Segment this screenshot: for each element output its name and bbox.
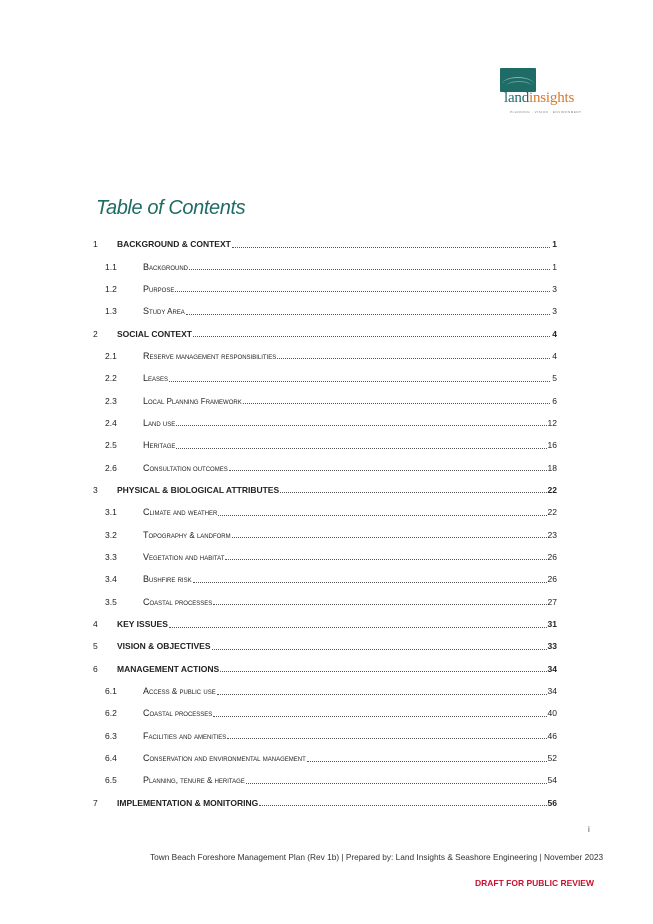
toc-entry-number: 6.1 bbox=[105, 686, 117, 697]
dot-leader bbox=[232, 537, 547, 538]
dot-leader bbox=[307, 761, 547, 762]
toc-entry-number: 1.2 bbox=[105, 283, 117, 294]
toc-entry[interactable] bbox=[93, 233, 557, 255]
toc-entry[interactable] bbox=[93, 680, 557, 702]
toc-entry[interactable] bbox=[93, 456, 557, 478]
toc-entry-number: 2.4 bbox=[105, 417, 117, 428]
toc-entry-title: Coastal processes bbox=[143, 708, 213, 719]
toc-entry-title: IMPLEMENTATION & MONITORING bbox=[117, 797, 259, 808]
dot-leader bbox=[213, 716, 546, 717]
toc-entry-title: Background bbox=[143, 261, 189, 272]
toc-entry[interactable] bbox=[93, 658, 557, 680]
toc-entry-title: SOCIAL CONTEXT bbox=[117, 328, 192, 339]
toc-entry[interactable] bbox=[93, 613, 557, 635]
dot-leader bbox=[227, 738, 546, 739]
toc-entry-title: Reserve management responsibilities bbox=[143, 350, 277, 361]
toc-entry-title: Purpose bbox=[143, 283, 175, 294]
toc-entry[interactable] bbox=[93, 255, 557, 277]
toc-entry-page: 4 bbox=[552, 350, 557, 361]
dot-leader bbox=[259, 805, 546, 806]
toc-entry-number: 3.3 bbox=[105, 551, 117, 562]
dot-leader bbox=[246, 783, 547, 784]
toc-entry-title: Study Area bbox=[143, 306, 185, 317]
toc-entry-title: VISION & OBJECTIVES bbox=[117, 641, 211, 652]
logo-word-land: land bbox=[504, 90, 530, 106]
toc-entry-number: 1.1 bbox=[105, 261, 117, 272]
toc-entry-page: 26 bbox=[547, 574, 557, 585]
toc-entry[interactable] bbox=[93, 367, 557, 389]
toc-entry[interactable] bbox=[93, 278, 557, 300]
toc-entry-page: 34 bbox=[547, 686, 557, 697]
toc-entry-page: 3 bbox=[552, 306, 557, 317]
toc-entry[interactable] bbox=[93, 747, 557, 769]
toc-entry-title: Local Planning Framework bbox=[143, 395, 242, 406]
toc-entry[interactable] bbox=[93, 300, 557, 322]
toc-entry-page: 12 bbox=[547, 417, 557, 428]
toc-entry[interactable] bbox=[93, 792, 557, 814]
toc-entry-title: Climate and weather bbox=[143, 507, 218, 518]
toc-entry[interactable] bbox=[93, 501, 557, 523]
toc-entry[interactable] bbox=[93, 568, 557, 590]
toc-entry-title: Bushfire risk bbox=[143, 574, 192, 585]
toc-entry-page: 56 bbox=[547, 797, 557, 808]
toc-entry-number: 6.4 bbox=[105, 753, 117, 764]
toc-entry-page: 6 bbox=[552, 395, 557, 406]
toc-entry-number: 2.3 bbox=[105, 395, 117, 406]
toc-entry-page: 18 bbox=[547, 462, 557, 473]
toc-entry-page: 54 bbox=[547, 775, 557, 786]
toc-entry-title: Conservation and environmental management bbox=[143, 753, 306, 764]
toc-entry-page: 5 bbox=[552, 373, 557, 384]
logo-word-insights: insights bbox=[529, 90, 575, 106]
toc-entry[interactable] bbox=[93, 635, 557, 657]
dot-leader bbox=[217, 694, 547, 695]
toc-entry-number: 3.4 bbox=[105, 574, 117, 585]
toc-entry-title: Facilities and amenities bbox=[143, 730, 227, 741]
toc-entry-page: 23 bbox=[547, 529, 557, 540]
toc-entry-title: KEY ISSUES bbox=[117, 619, 168, 630]
toc-entry-title: Leases bbox=[143, 373, 169, 384]
company-logo bbox=[500, 68, 596, 116]
dot-leader bbox=[225, 559, 546, 560]
toc-entry[interactable] bbox=[93, 345, 557, 367]
logo-wordmark bbox=[504, 90, 574, 107]
toc-entry[interactable] bbox=[93, 434, 557, 456]
toc-entry-title: Heritage bbox=[143, 440, 176, 451]
dot-leader bbox=[232, 247, 550, 248]
toc-entry-page: 40 bbox=[547, 708, 557, 719]
dot-leader bbox=[229, 470, 547, 471]
dot-leader bbox=[218, 515, 546, 516]
toc-entry-page: 16 bbox=[547, 440, 557, 451]
toc-entry-page: 22 bbox=[547, 484, 557, 495]
toc-entry-number: 3 bbox=[93, 484, 98, 495]
toc-entry-page: 26 bbox=[547, 551, 557, 562]
dot-leader bbox=[176, 425, 546, 426]
toc-entry-number: 2 bbox=[93, 328, 98, 339]
toc-entry-page: 1 bbox=[552, 261, 557, 272]
toc-entry-number: 7 bbox=[93, 797, 98, 808]
toc-entry[interactable] bbox=[93, 479, 557, 501]
toc-entry[interactable] bbox=[93, 591, 557, 613]
toc-entry[interactable] bbox=[93, 389, 557, 411]
toc-entry-number: 2.1 bbox=[105, 350, 117, 361]
dot-leader bbox=[175, 291, 550, 292]
toc-entry[interactable] bbox=[93, 322, 557, 344]
dot-leader bbox=[243, 403, 550, 404]
logo-tagline: PLANNING · VISION · ENVIRONMENT bbox=[510, 110, 582, 114]
draft-label: DRAFT FOR PUBLIC REVIEW bbox=[475, 878, 594, 888]
toc-entry-number: 2.2 bbox=[105, 373, 117, 384]
document-footer: Town Beach Foreshore Management Plan (Rev 1b) | Prepared by: Land Insights & Seashore Engineering | November 2023 bbox=[150, 852, 604, 862]
toc-entry-title: BACKGROUND & CONTEXT bbox=[117, 239, 231, 250]
toc-entry-number: 2.6 bbox=[105, 462, 117, 473]
toc-entry-number: 3.2 bbox=[105, 529, 117, 540]
toc-entry[interactable] bbox=[93, 523, 557, 545]
dot-leader bbox=[220, 671, 546, 672]
toc-entry-title: MANAGEMENT ACTIONS bbox=[117, 663, 220, 674]
toc-entry-number: 1 bbox=[93, 239, 98, 250]
toc-entry-number: 6.5 bbox=[105, 775, 117, 786]
toc-entry-page: 1 bbox=[552, 239, 557, 250]
dot-leader bbox=[186, 314, 550, 315]
dot-leader bbox=[176, 448, 546, 449]
toc-entry-page: 33 bbox=[547, 641, 557, 652]
toc-entry-title: Coastal processes bbox=[143, 596, 213, 607]
toc-entry-page: 3 bbox=[552, 283, 557, 294]
toc-entry-number: 2.5 bbox=[105, 440, 117, 451]
toc-entry[interactable] bbox=[93, 769, 557, 791]
toc-entry-number: 1.3 bbox=[105, 306, 117, 317]
toc-entry-title: Topography & landform bbox=[143, 529, 231, 540]
dot-leader bbox=[193, 582, 547, 583]
dot-leader bbox=[213, 604, 546, 605]
toc-entry-number: 6 bbox=[93, 663, 98, 674]
toc-entry[interactable] bbox=[93, 725, 557, 747]
toc-entry[interactable] bbox=[93, 546, 557, 568]
toc-entry-page: 46 bbox=[547, 730, 557, 741]
dot-leader bbox=[193, 336, 550, 337]
dot-leader bbox=[277, 358, 550, 359]
dot-leader bbox=[169, 627, 547, 628]
toc-entry-page: 34 bbox=[547, 663, 557, 674]
toc-entry-title: Vegetation and habitat bbox=[143, 551, 225, 562]
dot-leader bbox=[280, 492, 546, 493]
toc-entry-number: 6.3 bbox=[105, 730, 117, 741]
toc-entry-number: 3.1 bbox=[105, 507, 117, 518]
toc-entry[interactable] bbox=[93, 412, 557, 434]
toc-entry-title: Planning, tenure & heritage bbox=[143, 775, 245, 786]
page-number: i bbox=[588, 825, 590, 834]
toc-entry-page: 22 bbox=[547, 507, 557, 518]
dot-leader bbox=[189, 269, 550, 270]
dot-leader bbox=[169, 381, 550, 382]
toc-entry-title: Consultation outcomes bbox=[143, 462, 228, 473]
toc-entry-number: 4 bbox=[93, 619, 98, 630]
toc-entry-page: 52 bbox=[547, 753, 557, 764]
toc-entry-title: PHYSICAL & BIOLOGICAL ATTRIBUTES bbox=[117, 484, 280, 495]
toc-entry-number: 6.2 bbox=[105, 708, 117, 719]
table-of-contents bbox=[93, 233, 557, 814]
toc-entry-page: 4 bbox=[552, 328, 557, 339]
toc-entry-number: 3.5 bbox=[105, 596, 117, 607]
toc-entry-title: Access & public use bbox=[143, 686, 216, 697]
logo-emblem-icon bbox=[500, 68, 536, 92]
dot-leader bbox=[212, 649, 547, 650]
toc-entry-page: 31 bbox=[547, 619, 557, 630]
toc-entry[interactable] bbox=[93, 702, 557, 724]
toc-entry-page: 27 bbox=[547, 596, 557, 607]
toc-entry-number: 5 bbox=[93, 641, 98, 652]
toc-heading: Table of Contents bbox=[96, 197, 246, 219]
toc-entry-title: Land use bbox=[143, 417, 176, 428]
